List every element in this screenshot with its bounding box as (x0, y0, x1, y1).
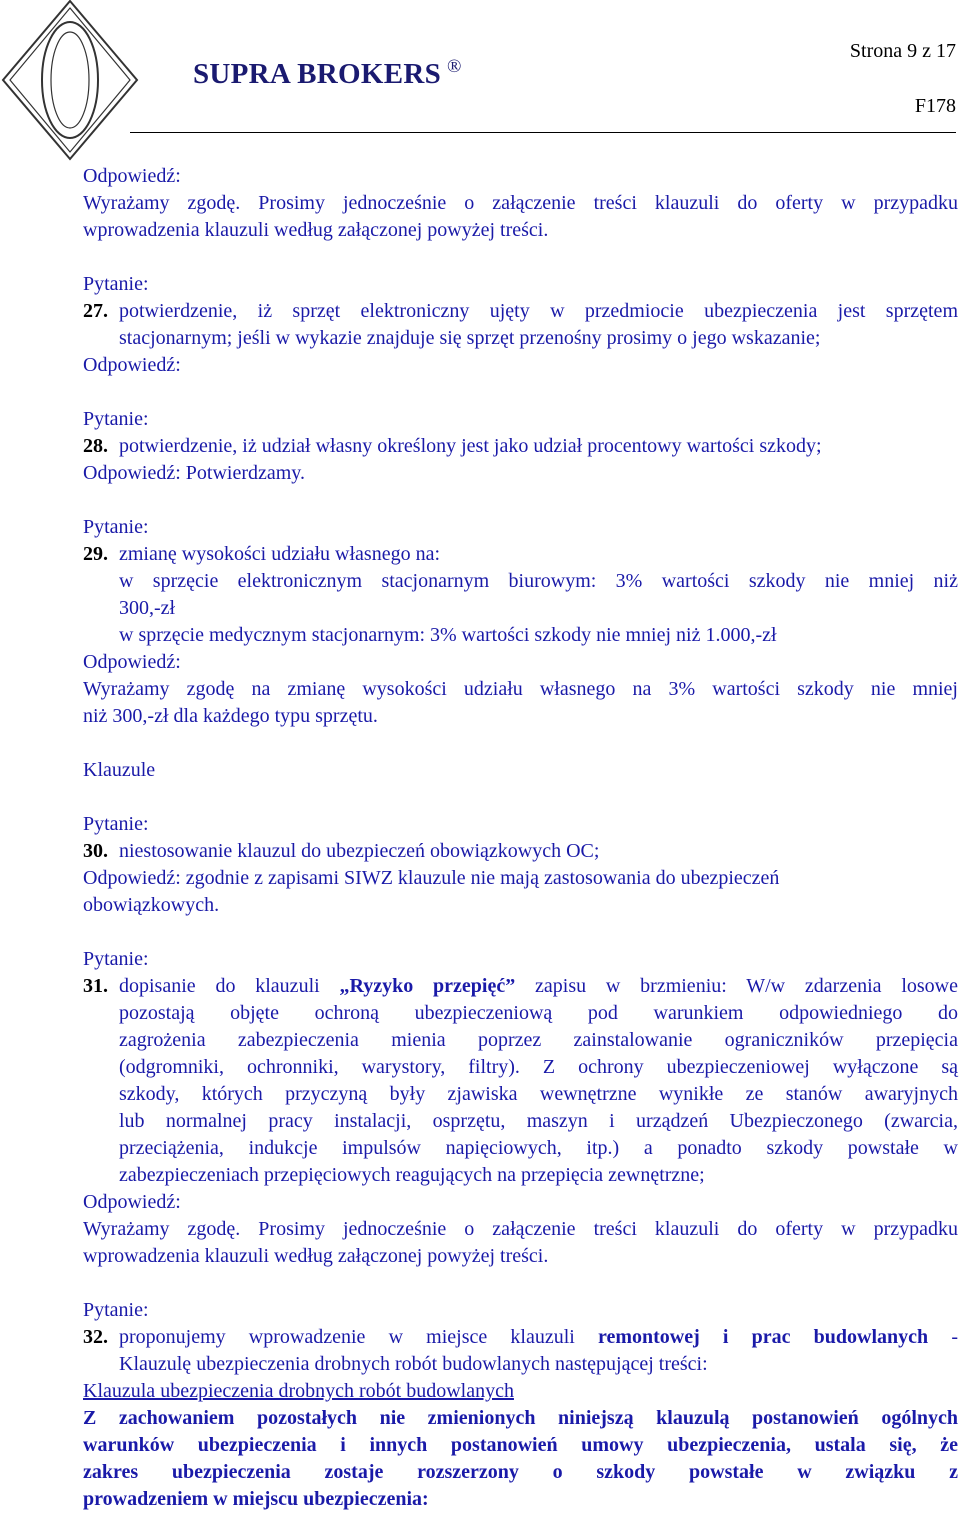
question-number: 28. (83, 435, 108, 457)
header-rule (130, 132, 956, 133)
question-29: 29. zmianę wysokości udziału własnego na: w sprzęcie elektronicznym stacjonarnym biurowym: 3% wartości szkody nie mniej niż 300,-zł w sprzęcie medycznym stacjonarnym: 3% wartości szkody nie mniej niż 1.000,-zł (83, 543, 958, 646)
text-line: obowiązkowych. (83, 894, 220, 916)
question-number: 30. (83, 840, 108, 862)
clause-line: Z zachowaniem pozostałych nie zmienionych niniejszą klauzulą postanowień ogólnych (83, 1407, 958, 1429)
answer-label: Odpowiedź: (83, 165, 181, 187)
text-line: Wyrażamy zgodę na zmianę wysokości udziału własnego na 3% wartości szkody nie mniej (83, 678, 958, 700)
text-line: wprowadzenia klauzuli według załączonej powyżej treści. (83, 219, 549, 241)
question-32: 32. proponujemy wprowadzenie w miejsce klauzuli remontowej i prac budowlanych - Klauzulę ubezpieczenia drobnych robót budowlanych następującej treści: (83, 1326, 958, 1375)
question-27: 27. potwierdzenie, iż sprzęt elektroniczny ujęty w przedmiocie ubezpieczenia jest sprzętem stacjonarnym; jeśli w wykazie znajduje się sprzęt przenośny prosimy o jego wskazanie; (83, 300, 958, 349)
answer-label: Odpowiedź: (83, 354, 181, 376)
question-number: 29. (83, 543, 108, 565)
text-line: Wyrażamy zgodę. Prosimy jednocześnie o załączenie treści klauzuli do oferty w przypadku (83, 192, 958, 214)
text-line: niż 300,-zł dla każdego typu sprzętu. (83, 705, 378, 727)
form-code: F178 (914, 95, 956, 117)
question-label: Pytanie: (83, 516, 149, 538)
question-label: Pytanie: (83, 273, 149, 295)
question-30: 30. niestosowanie klauzul do ubezpieczeń obowiązkowych OC; (83, 838, 958, 865)
question-number: 31. (83, 975, 108, 997)
clause-line: zakres ubezpieczenia zostaje rozszerzony o szkody powstałe w związku z (83, 1461, 958, 1483)
answer-label: Odpowiedź: (83, 651, 181, 673)
question-label: Pytanie: (83, 813, 149, 835)
question-label: Pytanie: (83, 948, 149, 970)
answer-label: Odpowiedź: (83, 1191, 181, 1213)
document-body (83, 163, 958, 1513)
answer-28: Odpowiedź: Potwierdzamy. (83, 462, 305, 484)
registered-mark: ® (447, 56, 462, 77)
question-28: 28. potwierdzenie, iż udział własny określony jest jako udział procentowy wartości szkody; (83, 433, 958, 460)
question-label: Pytanie: (83, 408, 149, 430)
page-number: Strona 9 z 17 (849, 40, 956, 62)
clause-line: prowadzeniem w miejscu ubezpieczenia: (83, 1488, 429, 1510)
clause-line: warunków ubezpieczenia i innych postanowień umowy ubezpieczenia, ustala się, że (83, 1434, 958, 1456)
section-title: Klauzule (83, 759, 156, 781)
company-logo (0, 0, 145, 165)
clause-title: Klauzula ubezpieczenia drobnych robót budowlanych (83, 1380, 514, 1402)
question-number: 32. (83, 1326, 108, 1348)
question-label: Pytanie: (83, 1299, 149, 1321)
question-31: 31. dopisanie do klauzuli „Ryzyko przepięć” zapisu w brzmieniu: W/w zdarzenia losowe pozostają objęte ochroną ubezpieczeniową pod warunkiem odpowiedniego do zagrożenia zabezpieczenia mienia poprzez zainstalowanie ograniczników przepięcia (odgromniki, ochronniki, warystory, filtry). Z ochrony ubezpieczeniowej wyłączone są szkody, których przyczyną były zjawiska wewnętrzne wynikłe ze stanów awaryjnych lub normalnej pracy instalacji, osprzętu, maszyn i urządzeń Ubezpieczonego (zwarcia, przeciążenia, indukcje impulsów napięciowych, itp.) a ponadto szkody powstałe w zabezpieczeniach przepięciowych reagujących na przepięcia zewnętrzne; (83, 975, 958, 1186)
answer-30: Odpowiedź: zgodnie z zapisami SIWZ klauzule nie mają zastosowania do ubezpieczeń (83, 867, 780, 889)
text-line: wprowadzenia klauzuli według załączonej powyżej treści. (83, 1245, 549, 1267)
text-line: Wyrażamy zgodę. Prosimy jednocześnie o załączenie treści klauzuli do oferty w przypadku (83, 1218, 958, 1240)
brand-name: SUPRA BROKERS ® (193, 56, 462, 90)
question-number: 27. (83, 300, 108, 322)
